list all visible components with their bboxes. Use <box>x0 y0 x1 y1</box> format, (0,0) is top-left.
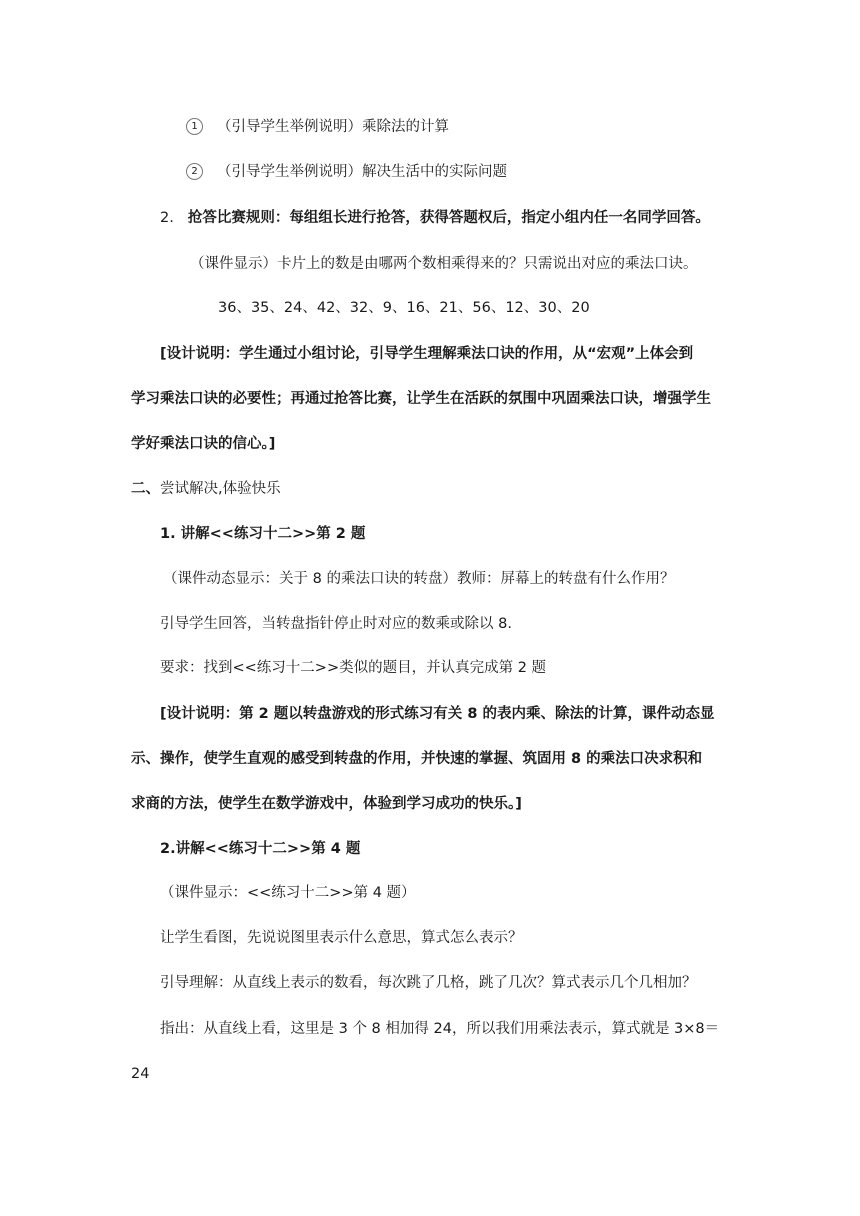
subheading-1: 1. 讲解<<练习十二>>第 2 题 <box>160 526 366 542</box>
paragraph-courseware-4: （课件显示：<<练习十二>>第 4 题） <box>160 885 416 901</box>
design-note-1-line-1: [设计说明：学生通过小组讨论，引导学生理解乘法口诀的作用，从“宏观”上体会到 <box>160 346 694 362</box>
subheading-2: 2.讲解<<练习十二>>第 4 题 <box>160 841 361 857</box>
paragraph-point-out: 指出：从直线上看，这里是 3 个 8 相加得 24，所以我们用乘法表示，算式就是 3×8＝ <box>160 1021 720 1037</box>
item-number: 2. <box>160 210 174 226</box>
paragraph-requirement: 要求：找到<<练习十二>>类似的题目，并认真完成第 2 题 <box>160 660 547 676</box>
paragraph-look-picture: 让学生看图，先说说图里表示什么意思，算式怎么表示？ <box>160 930 523 946</box>
circled-number-2: 2 <box>186 163 203 180</box>
design-note-1-line-2: 学习乘法口诀的必要性；再通过抢答比赛，让学生在活跃的氛围中巩固乘法口诀，增强学生 <box>131 391 711 407</box>
rule-label: 抢答比赛规则： <box>187 210 290 226</box>
list-item-2: 2 （引导学生举例说明）解决生活中的实际问题 <box>186 162 507 182</box>
circled-number-1: 1 <box>186 118 203 135</box>
card-numbers: 36、35、24、42、32、9、16、21、56、12、30、20 <box>218 300 590 316</box>
list-item-1: 1 （引导学生举例说明）乘除法的计算 <box>186 117 449 137</box>
paragraph-point-out-cont: 24 <box>131 1066 150 1082</box>
courseware-line: （课件显示）卡片上的数是由哪两个数相乘得来的？只需说出对应的乘法口诀。 <box>190 256 698 272</box>
paragraph-courseware-dial: （课件动态显示：关于 8 的乘法口诀的转盘）教师：屏幕上的转盘有什么作用？ <box>163 571 675 587</box>
design-note-1-line-3: 学好乘法口诀的信心。] <box>131 436 276 452</box>
rule-text: 每组组长进行抢答，获得答题权后，指定小组内任一名同学回答。 <box>289 210 710 226</box>
design-note-2-line-2: 示、操作，使学生直观的感受到转盘的作用，并快速的掌握、筑固用 8 的乘法口决求积和 <box>131 751 703 767</box>
section-heading-2: 二、尝试解决,体验快乐 <box>131 481 281 497</box>
paragraph-guide-understand: 引导理解：从直线上表示的数看，每次跳了几格，跳了几次？算式表示几个几相加？ <box>160 975 697 991</box>
design-note-2-line-1: [设计说明：第 2 题以转盘游戏的形式练习有关 8 的表内乘、除法的计算，课件动态显 <box>160 706 715 722</box>
paragraph-guide-answer: 引导学生回答，当转盘指针停止时对应的数乘或除以 8. <box>160 616 512 632</box>
design-note-2-line-3: 求商的方法，使学生在数学游戏中，体验到学习成功的快乐。] <box>131 796 522 812</box>
rule-paragraph <box>160 208 710 228</box>
